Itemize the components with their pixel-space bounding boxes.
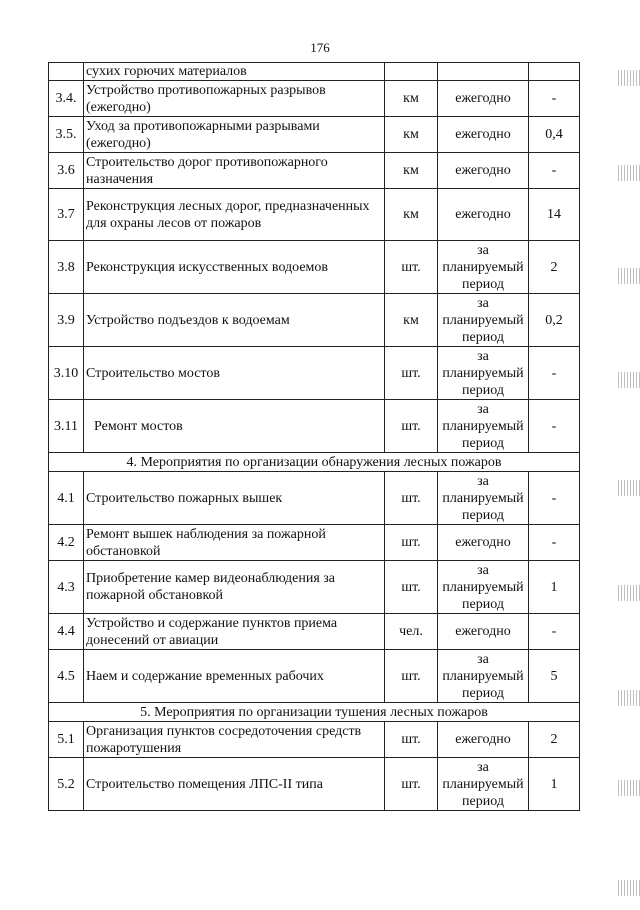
activity-name: Ремонт мостов — [84, 400, 385, 453]
period: ежегодно — [438, 153, 529, 189]
volume-value: 1 — [529, 561, 580, 614]
activity-name: сухих горючих материалов — [84, 63, 385, 81]
unit-of-measure — [385, 63, 438, 81]
section-header-row — [49, 703, 580, 722]
table-row — [49, 347, 580, 400]
volume-value: - — [529, 472, 580, 525]
row-number: 4.1 — [49, 472, 84, 525]
period: ежегодно — [438, 722, 529, 758]
period: ежегодно — [438, 525, 529, 561]
section-title: 5. Мероприятия по организации тушения лесных пожаров — [49, 703, 580, 722]
table-row — [49, 614, 580, 650]
volume-value — [529, 63, 580, 81]
activity-name: Ремонт вышек наблюдения за пожарной обстановкой — [84, 525, 385, 561]
page-number: 176 — [310, 40, 330, 55]
volume-value: 0,4 — [529, 117, 580, 153]
unit-of-measure: чел. — [385, 614, 438, 650]
table-row — [49, 400, 580, 453]
unit-of-measure: шт. — [385, 650, 438, 703]
margin-scan-artifact — [618, 372, 640, 388]
table-row — [49, 561, 580, 614]
period: за планируемый период — [438, 241, 529, 294]
volume-value: - — [529, 347, 580, 400]
row-number: 3.9 — [49, 294, 84, 347]
period: за планируемый период — [438, 561, 529, 614]
unit-of-measure: км — [385, 294, 438, 347]
volume-value: - — [529, 525, 580, 561]
margin-scan-artifact — [618, 585, 640, 601]
unit-of-measure: шт. — [385, 561, 438, 614]
period: за планируемый период — [438, 294, 529, 347]
unit-of-measure: шт. — [385, 525, 438, 561]
table-row — [49, 472, 580, 525]
activity-name: Организация пунктов сосредоточения средств пожаротушения — [84, 722, 385, 758]
table-row — [49, 758, 580, 811]
unit-of-measure: шт. — [385, 241, 438, 294]
row-number: 5.1 — [49, 722, 84, 758]
table-row — [49, 81, 580, 117]
table-row — [49, 153, 580, 189]
volume-value: 2 — [529, 241, 580, 294]
unit-of-measure: км — [385, 81, 438, 117]
table-row — [49, 650, 580, 703]
volume-value: - — [529, 614, 580, 650]
row-number: 3.11 — [49, 400, 84, 453]
unit-of-measure: км — [385, 117, 438, 153]
row-number: 4.5 — [49, 650, 84, 703]
row-number: 4.3 — [49, 561, 84, 614]
volume-value: - — [529, 400, 580, 453]
section-title: 4. Мероприятия по организации обнаружения лесных пожаров — [49, 453, 580, 472]
activity-name: Строительство пожарных вышек — [84, 472, 385, 525]
period — [438, 63, 529, 81]
volume-value: - — [529, 81, 580, 117]
unit-of-measure: шт. — [385, 400, 438, 453]
volume-value: 1 — [529, 758, 580, 811]
volume-value: 0,2 — [529, 294, 580, 347]
unit-of-measure: шт. — [385, 758, 438, 811]
table-row — [49, 241, 580, 294]
row-number: 4.4 — [49, 614, 84, 650]
table-body — [49, 63, 580, 811]
margin-scan-artifact — [618, 780, 640, 796]
margin-scan-artifact — [618, 880, 640, 896]
activity-name: Устройство подъездов к водоемам — [84, 294, 385, 347]
unit-of-measure: шт. — [385, 472, 438, 525]
row-number: 3.8 — [49, 241, 84, 294]
margin-scan-artifact — [618, 480, 640, 496]
row-number: 4.2 — [49, 525, 84, 561]
activity-name: Реконструкция искусственных водоемов — [84, 241, 385, 294]
period: за планируемый период — [438, 347, 529, 400]
activity-name: Реконструкция лесных дорог, предназначенных для охраны лесов от пожаров — [84, 189, 385, 241]
unit-of-measure: шт. — [385, 722, 438, 758]
activity-name: Устройство противопожарных разрывов (ежегодно) — [84, 81, 385, 117]
period: ежегодно — [438, 81, 529, 117]
volume-value: 2 — [529, 722, 580, 758]
unit-of-measure: км — [385, 153, 438, 189]
activity-name: Строительство мостов — [84, 347, 385, 400]
unit-of-measure: шт. — [385, 347, 438, 400]
row-number — [49, 63, 84, 81]
period: за планируемый период — [438, 472, 529, 525]
row-number: 3.7 — [49, 189, 84, 241]
activity-name: Приобретение камер видеонаблюдения за пожарной обстановкой — [84, 561, 385, 614]
volume-value: - — [529, 153, 580, 189]
activity-name: Строительство помещения ЛПС-II типа — [84, 758, 385, 811]
volume-value: 14 — [529, 189, 580, 241]
section-header-row — [49, 453, 580, 472]
margin-scan-artifact — [618, 690, 640, 706]
period: ежегодно — [438, 117, 529, 153]
table-row — [49, 722, 580, 758]
row-number: 5.2 — [49, 758, 84, 811]
activity-name: Уход за противопожарными разрывами (ежегодно) — [84, 117, 385, 153]
table-row — [49, 189, 580, 241]
period: за планируемый период — [438, 758, 529, 811]
row-number: 3.5. — [49, 117, 84, 153]
margin-scan-artifact — [618, 70, 640, 86]
activity-name: Строительство дорог противопожарного назначения — [84, 153, 385, 189]
margin-scan-artifact — [618, 165, 640, 181]
row-number: 3.10 — [49, 347, 84, 400]
activity-name: Наем и содержание временных рабочих — [84, 650, 385, 703]
row-number: 3.4. — [49, 81, 84, 117]
unit-of-measure: км — [385, 189, 438, 241]
table-row — [49, 63, 580, 81]
period: за планируемый период — [438, 400, 529, 453]
period: ежегодно — [438, 614, 529, 650]
period: за планируемый период — [438, 650, 529, 703]
volume-value: 5 — [529, 650, 580, 703]
activities-table — [48, 62, 580, 811]
table-row — [49, 525, 580, 561]
table-row — [49, 294, 580, 347]
activity-name: Устройство и содержание пунктов приема донесений от авиации — [84, 614, 385, 650]
row-number: 3.6 — [49, 153, 84, 189]
margin-scan-artifact — [618, 268, 640, 284]
table-row — [49, 117, 580, 153]
period: ежегодно — [438, 189, 529, 241]
